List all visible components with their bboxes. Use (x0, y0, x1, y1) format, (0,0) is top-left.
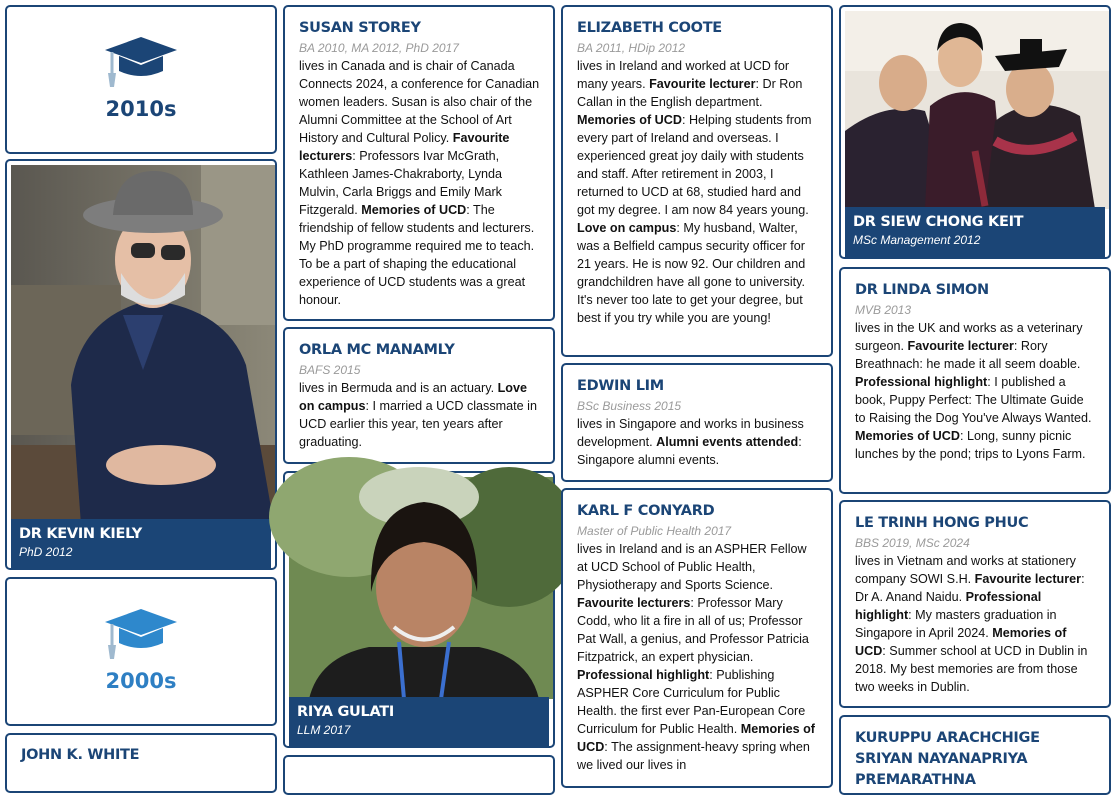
caption-degree: PhD 2012 (19, 545, 73, 559)
caption-name: DR KEVIN KIELY (19, 526, 143, 542)
bold-label: Memories of UCD (855, 626, 1067, 658)
profile-degree: BBS 2019, MSc 2024 (855, 536, 970, 550)
profile-degree: BA 2010, MA 2012, PhD 2017 (299, 41, 459, 55)
profile-name: ELIZABETH COOTE (577, 20, 722, 36)
profile-degree: Master of Public Health 2017 (577, 524, 732, 538)
profile-card (561, 488, 833, 788)
decade-card-2000s (5, 577, 277, 726)
bold-label: Favourite lecturer (974, 572, 1082, 586)
profile-name: JOHN K. WHITE (21, 747, 140, 763)
profile-body: lives in Bermuda and is an actuary. Love on campus: I married a UCD classmate in UCD earlier this year, ten years after graduating. (299, 381, 537, 449)
profile-card (5, 733, 277, 793)
caption-name: DR SIEW CHONG KEIT (853, 214, 1024, 230)
group-photo (845, 11, 1109, 209)
bold-label: Alumni events attended (656, 435, 799, 449)
bold-label: Memories of UCD (577, 722, 815, 754)
caption-degree: MSc Management 2012 (853, 233, 981, 247)
photo-caption (11, 519, 271, 568)
profile-card (283, 327, 555, 464)
profile-degree: MVB 2013 (855, 303, 912, 317)
bold-label: Favourite lecturers (577, 596, 691, 610)
bold-label: Memories of UCD (361, 203, 467, 217)
profile-degree: BAFS 2015 (299, 363, 361, 377)
profile-body: lives in Vietnam and works at stationery company SOWI S.H. Favourite lecturer: Dr A. Anand Naidu. Professional highlight: My masters graduation in Singapore in April 2024. Memories of UCD: Summer school at UCD in Dublin in 2018. My best memories are from those two weeks in Dublin. (855, 554, 1088, 694)
decade-label: 2000s (105, 669, 177, 693)
profile-name: KURUPPU ARACHCHIGE SRIYAN NAYANAPRIYA PREMARATHNA (855, 730, 1040, 788)
graduation-cap-icon (103, 607, 179, 661)
profile-card (561, 5, 833, 357)
photo-caption (289, 697, 549, 746)
profile-name: SUSAN STOREY (299, 20, 421, 36)
bold-label: Professional highlight (855, 590, 1042, 622)
profile-body: lives in Ireland and is an ASPHER Fellow at UCD School of Public Health, Physiotherapy and Sports Science. Favourite lecturers: Professor Mary Codd, who lit a fire in all of us; Professor Pat Wall, a genius, and Professor Patricia Fitzpatrick, an expert physician. Professional highlight: Publishing ASPHER Core Curriculum for Public Health. the first ever Pan-European Core Curriculum for Public Health. Memories of UCD: The assignment-heavy spring when we lived our lives in (577, 542, 815, 772)
caption-name: RIYA GULATI (297, 704, 394, 720)
bold-label: Professional highlight (577, 668, 710, 682)
bold-label: Favourite lecturer (907, 339, 1014, 353)
bold-label: Memories of UCD (855, 429, 960, 443)
photo-card (5, 159, 277, 570)
profile-name: LE TRINH HONG PHUC (855, 515, 1029, 531)
profile-name: DR LINDA SIMON (855, 282, 989, 298)
bold-label: Love on campus (577, 221, 677, 235)
profile-card (561, 363, 833, 482)
bold-label: Love on campus (299, 381, 527, 413)
photo-card (283, 471, 555, 748)
profile-body: lives in Singapore and works in business development. Alumni events attended: Singapore alumni events. (577, 417, 804, 467)
profile-body: lives in Canada and is chair of Canada Connects 2024, a conference for Canadian women leaders. Susan is also chair of the Alumni Committee at the School of Art History and Cultural Policy. Favourite lecturers: Professors Ivar McGrath, Kathleen James-Chakraborty, Lynda Mulvin, Carla Briggs and Emily Mark Fitzgerald. Memories of UCD: The friendship of fellow students and lecturers. My PhD programme required me to teach. To be a part of shaping the educational experience of UCD students was a great honour. (299, 59, 540, 307)
caption-degree: LLM 2017 (297, 723, 351, 737)
photo-caption (845, 207, 1105, 257)
bold-label: Favourite lecturers (299, 131, 510, 163)
profile-card (283, 5, 555, 321)
profile-card-empty (283, 755, 555, 795)
profile-name: EDWIN LIM (577, 378, 664, 394)
decade-label: 2010s (105, 97, 177, 121)
profile-card (839, 500, 1111, 708)
profile-card (839, 267, 1111, 494)
bold-label: Professional highlight (855, 375, 988, 389)
profile-degree: BA 2011, HDip 2012 (577, 41, 686, 55)
portrait-photo (289, 477, 553, 699)
profile-name: KARL F CONYARD (577, 503, 715, 519)
graduation-cap-icon (103, 35, 179, 89)
decade-card-2010s (5, 5, 277, 154)
profile-card (839, 715, 1111, 795)
profile-body: lives in Ireland and worked at UCD for many years. Favourite lecturer: Dr Ron Callan in the English department. Memories of UCD: Helping students from every part of Ireland and overseas. I experienced great joy daily with students and staff. After retirement in 2003, I returned to UCD at 68, studied hard and got my degree. I am now 84 years young. Love on campus: My husband, Walter, was a Belfield campus security officer for 21 years. He is now 92. Our children and grandchildren have all gone to university. It's never too late to get your degree, but best if you try while you are young! (577, 59, 812, 325)
profile-degree: BSc Business 2015 (577, 399, 682, 413)
profile-body: lives in the UK and works as a veterinary surgeon. Favourite lecturer: Rory Breathnach: he made it all seem doable. Professional highlight: I published a book, Puppy Perfect: The Ultimate Guide to Raising the Dog You've Always Wanted. Memories of UCD: Long, sunny picnic lunches by the pond; trips to Lyons Farm. (855, 321, 1092, 461)
bold-label: Memories of UCD (577, 113, 682, 127)
portrait-photo (11, 165, 275, 519)
profile-name: ORLA MC MANAMLY (299, 342, 455, 358)
photo-card (839, 5, 1111, 259)
bold-label: Favourite lecturer (649, 77, 756, 91)
